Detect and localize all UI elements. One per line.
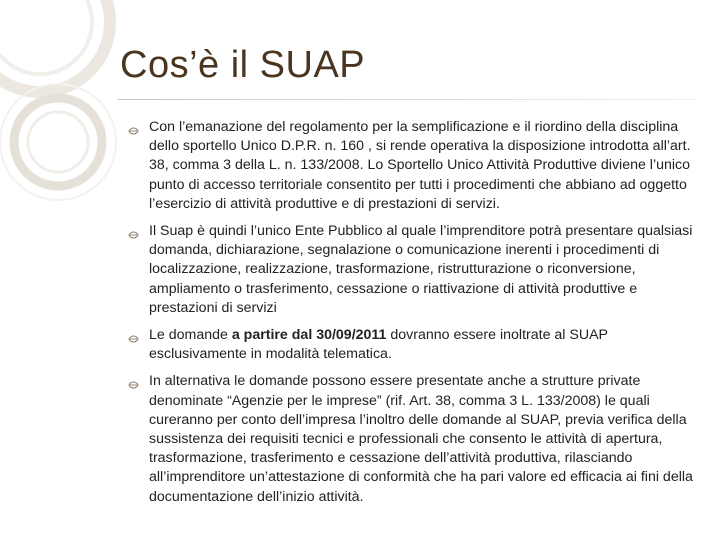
leaf-bullet-icon [128, 227, 139, 237]
leaf-bullet-icon [128, 331, 139, 341]
bullet-item [128, 222, 696, 318]
bullet-text: In alternativa le domande possono essere presentate anche a strutture private denominate “Agenzie per le imprese” (rif. Art. 38, comma 3 L. 133/2008) le quali cureranno per conto dell’impresa l’inoltro delle domande al SUAP, previa verifica della sussistenza dei requisiti tecnici e professionali che consento le attività di apertura, trasformazione, trasferimento e cessazione dell’attività produttiva, rilasciando all’imprenditore un’attestazione di conformità che ha pari valore ed efficacia ai fini della documentazione dell’inizio attività. [149, 373, 693, 505]
bullet-item [128, 372, 696, 506]
bullet-text: Con l’emanazione del regolamento per la semplificazione e il riordino della disciplina dello sportello Unico D.P.R. n. 160 , si rende operativa la disposizione introdotta all’art. 38, comma 3 della L. n. 133/2008. Lo Sportello Unico Attività Produttive diviene l’unico punto di accesso territoriale consentito per tutti i procedimenti che abbiano ad oggetto l’esercizio di attività produttive e di prestazioni di servizi. [149, 119, 691, 212]
bullet-text: Le domande [149, 327, 232, 344]
bullet-text: Il Suap è quindi l’unico Ente Pubblico al quale l’imprenditore potrà presentare qualsiasi domanda, dichiarazione, segnalazione o comunicazione inerenti i procedimenti di localizzazione, realizzazione, trasformazione, ristrutturazione o riconversione, ampliamento o trasferimento, cessazione o riattivazione di attività produttive e prestazioni di servizi [149, 223, 693, 316]
page-title: Cos’è il SUAP [120, 44, 366, 86]
bullet-item [128, 326, 696, 364]
bullet-list [128, 118, 696, 515]
leaf-bullet-icon [128, 377, 139, 387]
bullet-item [128, 118, 696, 214]
leaf-bullet-icon [128, 123, 139, 133]
title-divider [118, 99, 698, 100]
bullet-text: dovranno essere inoltrate al SUAP esclusivamente in modalità telematica. [149, 327, 608, 363]
bullet-text-bold: a partire dal 30/09/2011 [231, 327, 387, 344]
